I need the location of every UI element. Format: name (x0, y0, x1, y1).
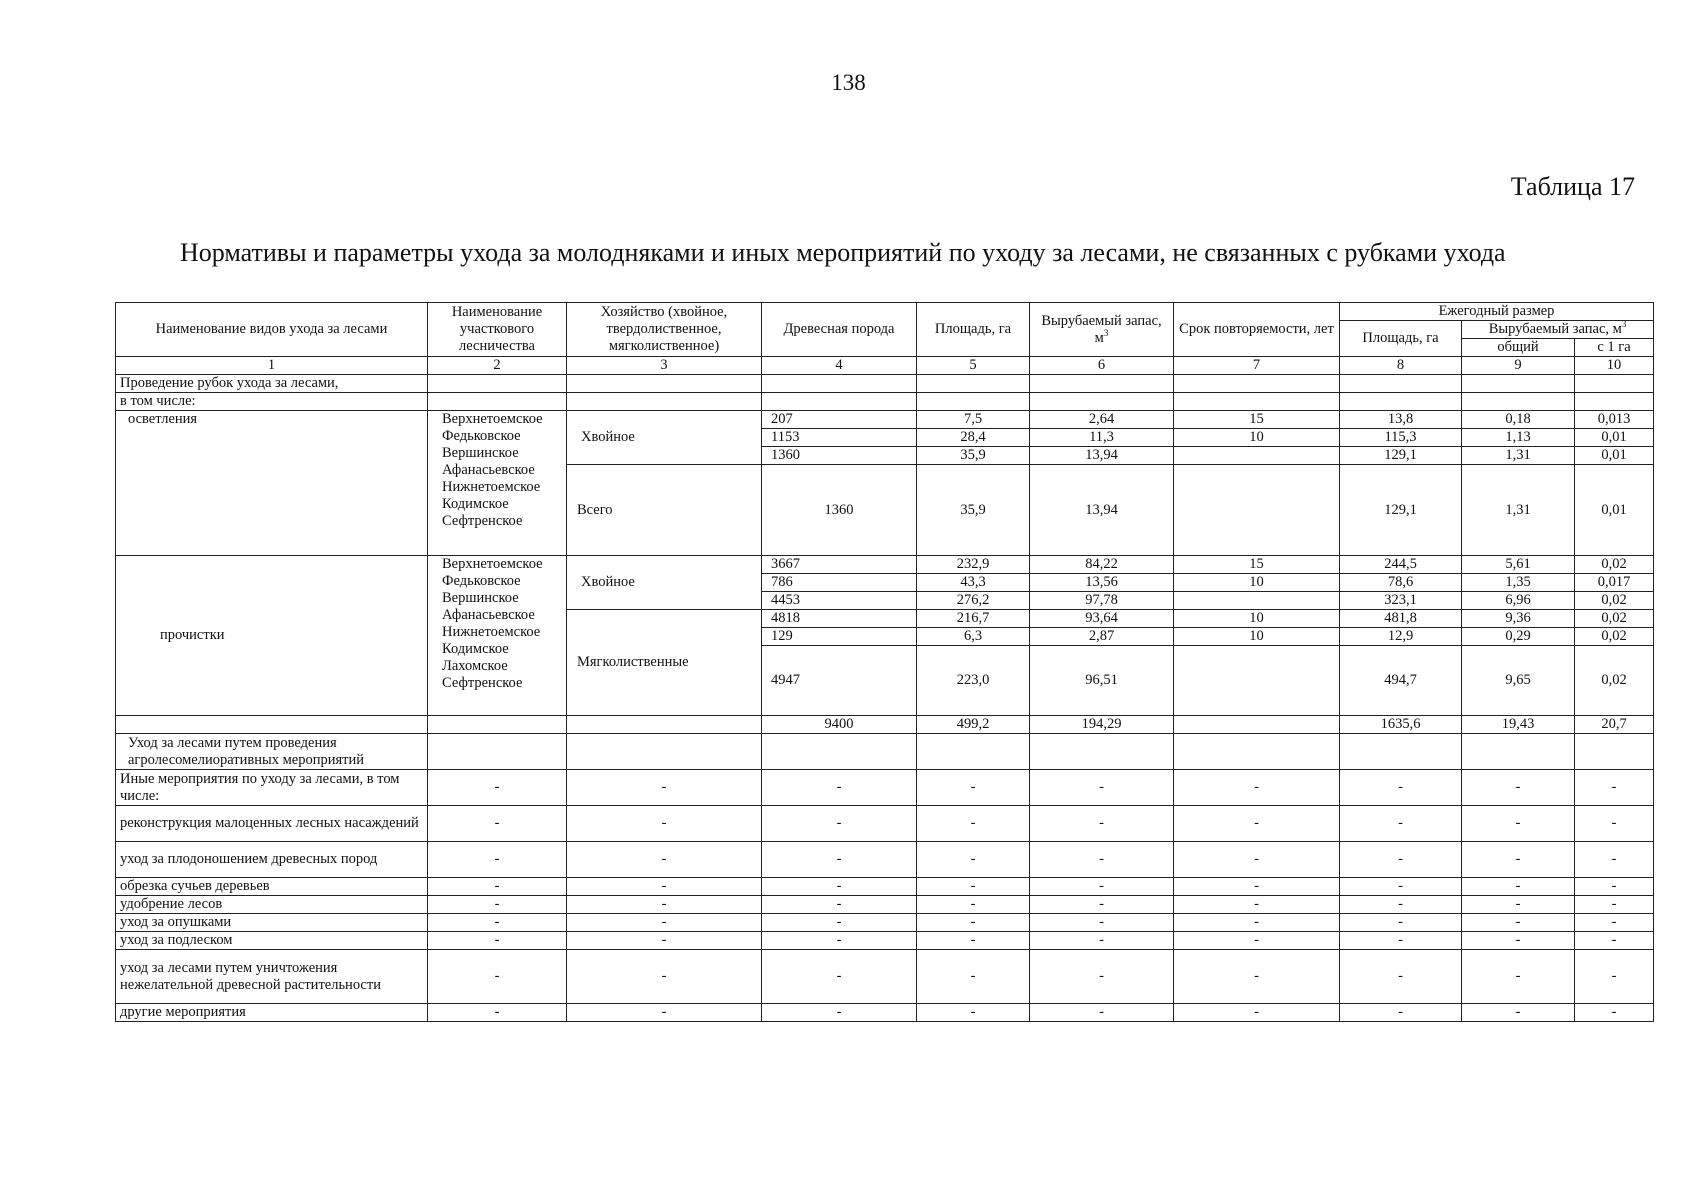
table-row (116, 734, 1654, 770)
cell: 194,29 (1030, 716, 1174, 734)
cell: - (1462, 896, 1575, 914)
cell: 0,017 (1575, 574, 1654, 592)
cell: - (1575, 770, 1654, 806)
cell: - (1174, 914, 1340, 932)
cell: 0,01 (1575, 429, 1654, 447)
col-num: 6 (1030, 357, 1174, 375)
table-row (116, 914, 1654, 932)
economy-cell: Хвойное (567, 556, 762, 610)
table-row (116, 950, 1654, 1004)
cell: - (567, 914, 762, 932)
cell: - (762, 770, 917, 806)
cell: - (762, 878, 917, 896)
cell: 10 (1174, 628, 1340, 646)
cell: 1635,6 (1340, 716, 1462, 734)
forestry-list: Верхнетоемское Федьковское Вершинское Афанасьевское Нижнетоемское Кодимское Сефтренское (428, 411, 567, 556)
cell: 84,22 (1030, 556, 1174, 574)
cell: 115,3 (1340, 429, 1462, 447)
row-label: удобрение лесов (116, 896, 428, 914)
cell (1174, 447, 1340, 465)
cell: 2,64 (1030, 411, 1174, 429)
header-total: общий (1462, 339, 1575, 357)
cell: 13,94 (1030, 447, 1174, 465)
header-volume: Вырубаемый запас, $м^3$ (1030, 303, 1174, 357)
forestry-list: Верхнетоемское Федьковское Вершинское Афанасьевское Нижнетоемское Кодимское Лахомское Сефтренское (428, 556, 567, 716)
cell: - (917, 932, 1030, 950)
cell: - (1030, 896, 1174, 914)
row-label: реконструкция малоценных лесных насаждений (116, 806, 428, 842)
cell: 35,9 (917, 447, 1030, 465)
cell: 19,43 (1462, 716, 1575, 734)
cell: - (567, 932, 762, 950)
cell: - (567, 806, 762, 842)
cell: 4453 (762, 592, 917, 610)
cell: 207 (762, 411, 917, 429)
cell: - (762, 950, 917, 1004)
cell: 0,01 (1575, 447, 1654, 465)
cell: - (1575, 806, 1654, 842)
table-row (116, 878, 1654, 896)
cell: 93,64 (1030, 610, 1174, 628)
row-label: Иные мероприятия по уходу за лесами, в том числе: (116, 770, 428, 806)
row-label: Проведение рубок ухода за лесами, (116, 375, 428, 393)
cell: - (917, 842, 1030, 878)
cell: 223,0 (917, 646, 1030, 716)
cell: - (1174, 842, 1340, 878)
cell: - (762, 806, 917, 842)
cell: - (428, 842, 567, 878)
header-period: Срок повторяемости, лет (1174, 303, 1340, 357)
col-num: 10 (1575, 357, 1654, 375)
cell: - (1030, 950, 1174, 1004)
header-area: Площадь, га (917, 303, 1030, 357)
cell: - (428, 878, 567, 896)
cell: - (1462, 914, 1575, 932)
cell: - (1575, 914, 1654, 932)
cell: 78,6 (1340, 574, 1462, 592)
cell: - (1575, 842, 1654, 878)
cell: - (567, 770, 762, 806)
cell: - (1340, 950, 1462, 1004)
cell: - (567, 950, 762, 1004)
cell: 0,02 (1575, 610, 1654, 628)
cell: 4818 (762, 610, 917, 628)
cell: - (1462, 1004, 1575, 1022)
table-header (116, 303, 1654, 375)
cell: - (917, 878, 1030, 896)
cell: 12,9 (1340, 628, 1462, 646)
table-row (116, 375, 1654, 393)
cell: 244,5 (1340, 556, 1462, 574)
col-num: 7 (1174, 357, 1340, 375)
cell: 4947 (762, 646, 917, 716)
header-forestry: Наименование участкового лесничества (428, 303, 567, 357)
cell: - (428, 914, 567, 932)
other-measures (116, 770, 1654, 1022)
row-label: уход за подлеском (116, 932, 428, 950)
table-row (116, 411, 1654, 429)
cell: 0,29 (1462, 628, 1575, 646)
cell: - (1174, 806, 1340, 842)
cell: - (1575, 950, 1654, 1004)
cell: 15 (1174, 556, 1340, 574)
cell: 232,9 (917, 556, 1030, 574)
cell: - (428, 770, 567, 806)
cell: - (567, 878, 762, 896)
cell: 6,96 (1462, 592, 1575, 610)
cell: - (1174, 770, 1340, 806)
economy-cell: Хвойное (567, 411, 762, 465)
cell: - (1030, 842, 1174, 878)
cell: - (1462, 878, 1575, 896)
cell: 1360 (762, 465, 917, 556)
cell: 13,56 (1030, 574, 1174, 592)
cell: - (1030, 770, 1174, 806)
table-row-total (116, 716, 1654, 734)
cell: - (567, 842, 762, 878)
cell: - (428, 1004, 567, 1022)
cell: - (1030, 1004, 1174, 1022)
cell: - (1462, 806, 1575, 842)
cell (1174, 592, 1340, 610)
header-per-ha: с 1 га (1575, 339, 1654, 357)
table-row (116, 932, 1654, 950)
cell: 13,8 (1340, 411, 1462, 429)
table-row (116, 770, 1654, 806)
cell: - (1340, 806, 1462, 842)
cell: 494,7 (1340, 646, 1462, 716)
cell: 5,61 (1462, 556, 1575, 574)
header-annual-area: Площадь, га (1340, 321, 1462, 357)
cell: 1153 (762, 429, 917, 447)
cell: - (1340, 1004, 1462, 1022)
cell: - (1174, 932, 1340, 950)
table-row (116, 896, 1654, 914)
cell: 35,9 (917, 465, 1030, 556)
cell: 1,31 (1462, 447, 1575, 465)
cell: - (1030, 806, 1174, 842)
cell: 2,87 (1030, 628, 1174, 646)
cell: - (917, 1004, 1030, 1022)
cell: 15 (1174, 411, 1340, 429)
cell: - (1340, 878, 1462, 896)
cell: 9,36 (1462, 610, 1575, 628)
cell: - (428, 806, 567, 842)
cell: 96,51 (1030, 646, 1174, 716)
header-species: Древесная порода (762, 303, 917, 357)
cell: - (1340, 770, 1462, 806)
col-num: 4 (762, 357, 917, 375)
cell: - (1174, 878, 1340, 896)
cell: 43,3 (917, 574, 1030, 592)
cell: 499,2 (917, 716, 1030, 734)
cell: - (1340, 842, 1462, 878)
cell: 129 (762, 628, 917, 646)
cell: - (1030, 932, 1174, 950)
cell: - (567, 896, 762, 914)
cell: 9400 (762, 716, 917, 734)
row-label: уход за плодоношением древесных пород (116, 842, 428, 878)
cell: 6,3 (917, 628, 1030, 646)
cell: - (917, 806, 1030, 842)
cell (1174, 646, 1340, 716)
cell: - (1462, 932, 1575, 950)
cell: - (1030, 914, 1174, 932)
col-num: 1 (116, 357, 428, 375)
row-label: уход за лесами путем уничтожения нежелательной древесной растительности (116, 950, 428, 1004)
row-label: уход за опушками (116, 914, 428, 932)
cell: - (1340, 896, 1462, 914)
cell: 323,1 (1340, 592, 1462, 610)
row-label: в том числе: (116, 393, 428, 411)
cell: 13,94 (1030, 465, 1174, 556)
column-numbers (116, 357, 1654, 375)
cell: - (1174, 950, 1340, 1004)
cell: 0,013 (1575, 411, 1654, 429)
row-label-osv: осветления (116, 411, 428, 556)
cell: 276,2 (917, 592, 1030, 610)
table-row (116, 806, 1654, 842)
cell: - (917, 914, 1030, 932)
cell: 0,02 (1575, 628, 1654, 646)
table-row (116, 1004, 1654, 1022)
cell: - (1575, 896, 1654, 914)
cell: - (567, 1004, 762, 1022)
row-label-pro: прочистки (116, 556, 428, 716)
cell: 1360 (762, 447, 917, 465)
cell: - (917, 770, 1030, 806)
cell: 0,02 (1575, 592, 1654, 610)
cell: 10 (1174, 429, 1340, 447)
cell: - (762, 1004, 917, 1022)
economy-cell: Всего (567, 465, 762, 556)
cell: 3667 (762, 556, 917, 574)
cell: 481,8 (1340, 610, 1462, 628)
header-annual: Ежегодный размер (1340, 303, 1654, 321)
cell: 28,4 (917, 429, 1030, 447)
cell: 786 (762, 574, 917, 592)
cell: 20,7 (1575, 716, 1654, 734)
table-row (116, 393, 1654, 411)
col-num: 9 (1462, 357, 1575, 375)
cell: 0,18 (1462, 411, 1575, 429)
cell: - (1030, 878, 1174, 896)
cell: - (428, 950, 567, 1004)
header-economy: Хозяйство (хвойное, твердолиственное, мягколиственное) (567, 303, 762, 357)
header-type: Наименование видов ухода за лесами (116, 303, 428, 357)
cell: - (1340, 914, 1462, 932)
cell (1174, 465, 1340, 556)
cell: 129,1 (1340, 447, 1462, 465)
cell: - (428, 896, 567, 914)
table-row (116, 842, 1654, 878)
cell: 97,78 (1030, 592, 1174, 610)
cell: - (917, 896, 1030, 914)
row-label: другие мероприятия (116, 1004, 428, 1022)
cell: - (1462, 950, 1575, 1004)
cell: 7,5 (917, 411, 1030, 429)
cell: - (762, 914, 917, 932)
cell: 1,35 (1462, 574, 1575, 592)
row-label: обрезка сучьев деревьев (116, 878, 428, 896)
cell: - (1174, 1004, 1340, 1022)
col-num: 5 (917, 357, 1030, 375)
cell: - (1174, 896, 1340, 914)
table-row (116, 556, 1654, 574)
cell: - (762, 842, 917, 878)
cell: - (917, 950, 1030, 1004)
cell: - (762, 896, 917, 914)
cell: 0,02 (1575, 556, 1654, 574)
header-annual-volume: Вырубаемый запас, $м^3$ (1462, 321, 1654, 339)
cell: 10 (1174, 574, 1340, 592)
table-label: Таблица 17 (1510, 172, 1635, 201)
row-label: Уход за лесами путем проведения агролесомелиоративных мероприятий (116, 734, 428, 770)
cell: 1,31 (1462, 465, 1575, 556)
cell: - (1575, 878, 1654, 896)
cell (1174, 716, 1340, 734)
cell: - (1575, 1004, 1654, 1022)
norms-table (115, 302, 1654, 1022)
document-title: Нормативы и параметры ухода за молодняками и иных мероприятий по уходу за лесами, не связанных с рубками ухода (180, 238, 1506, 267)
cell: 9,65 (1462, 646, 1575, 716)
cell: 1,13 (1462, 429, 1575, 447)
cell: - (1462, 842, 1575, 878)
cell: - (1340, 932, 1462, 950)
cell: 216,7 (917, 610, 1030, 628)
cell: 11,3 (1030, 429, 1174, 447)
cell: - (1462, 770, 1575, 806)
col-num: 3 (567, 357, 762, 375)
cell: 10 (1174, 610, 1340, 628)
col-num: 8 (1340, 357, 1462, 375)
col-num: 2 (428, 357, 567, 375)
cell: 0,01 (1575, 465, 1654, 556)
cell: - (762, 932, 917, 950)
cell: - (428, 932, 567, 950)
cell: 0,02 (1575, 646, 1654, 716)
cell: 129,1 (1340, 465, 1462, 556)
page-number: 138 (831, 70, 866, 95)
cell: - (1575, 932, 1654, 950)
economy-cell: Мягколиственные (567, 610, 762, 716)
